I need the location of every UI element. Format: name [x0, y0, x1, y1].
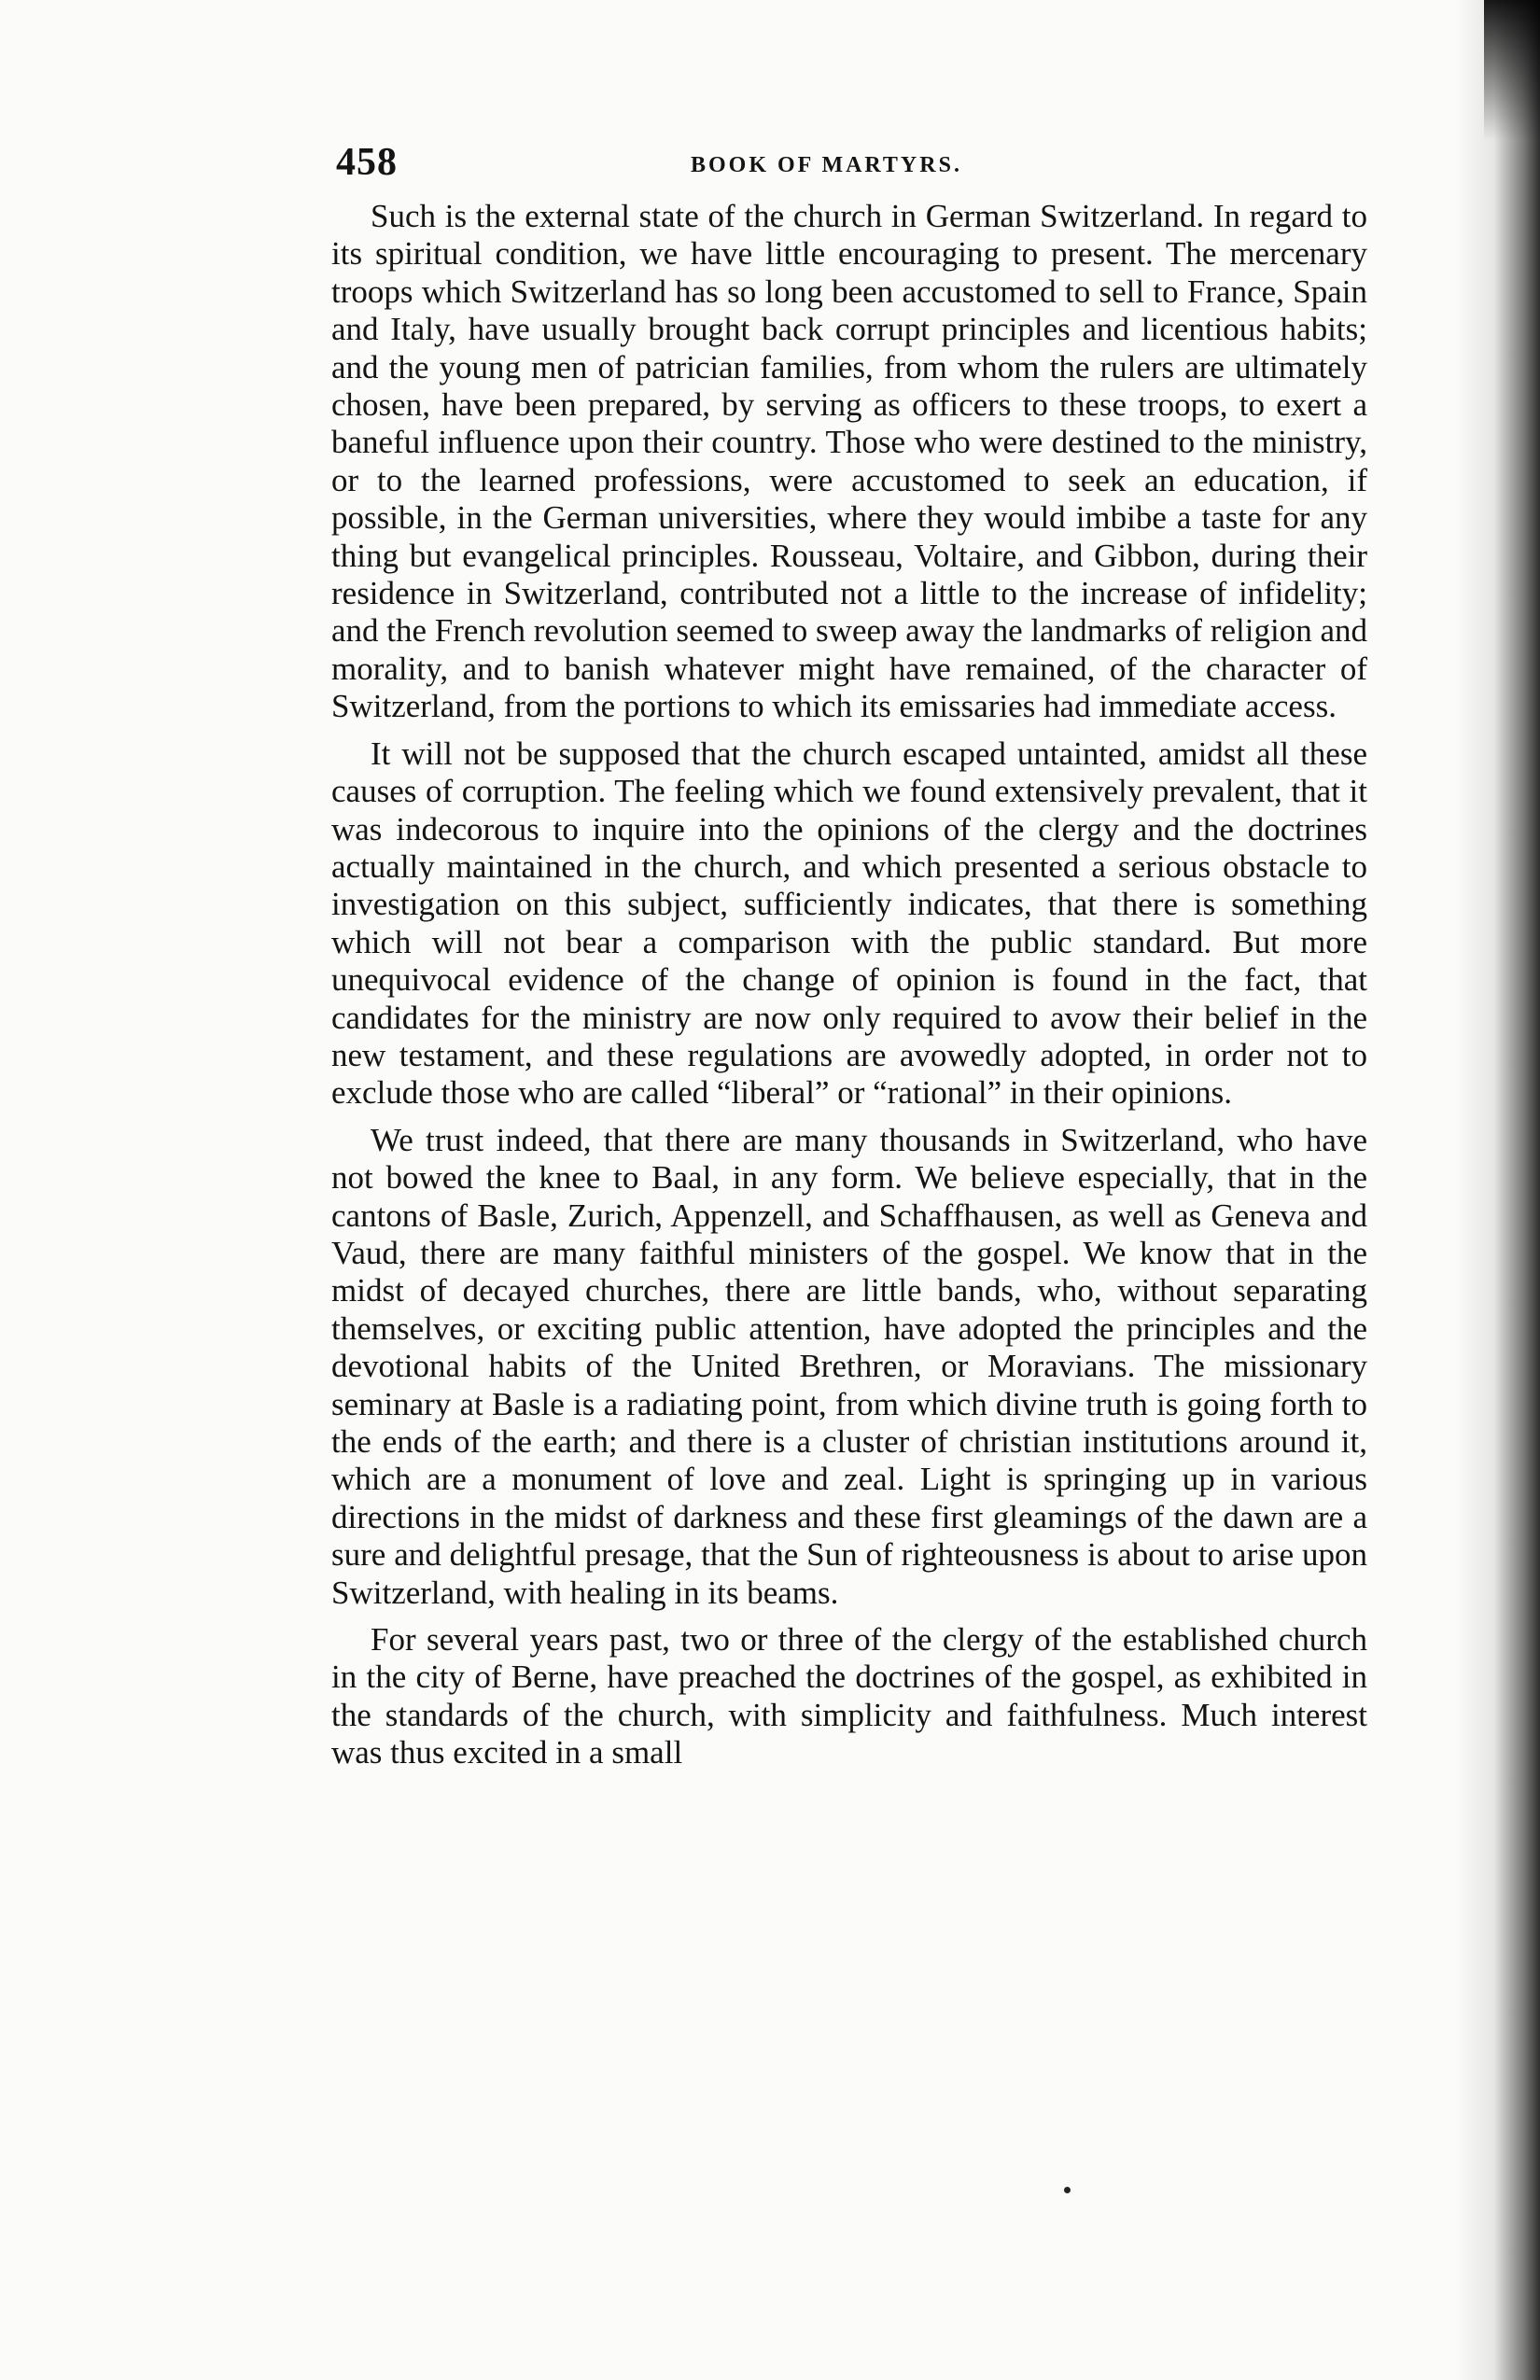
page-header: [336, 140, 1363, 196]
body-text: [331, 198, 1367, 1782]
page-edge-shadow-top: [1484, 0, 1540, 140]
page-number: 458: [336, 141, 398, 184]
paragraph-2: It will not be supposed that the church escaped untainted, amidst all these causes of corruption. The feeling which we found extensively prevalent, that it was indecorous to inquire into the opinions of the clergy and the doctrines actually maintained in the church, and which presented a serious obstacle to investigation on this subject, sufficiently indicates, that there is something which will not bear a comparison with the public standard. But more unequivocal evidence of the change of opinion is found in the fact, that candidates for the ministry are now only required to avow their belief in the new testament, and these regulations are avowedly adopted, in order not to exclude those who are called “liberal” or “rational” in their opinions.: [331, 735, 1367, 1112]
running-head: BOOK OF MARTYRS.: [691, 153, 962, 177]
paragraph-3: We trust indeed, that there are many thousands in Switzerland, who have not bowed the knee to Baal, in any form. We believe especially, that in the cantons of Basle, Zurich, Appenzell, and Schaffhausen, as well as Geneva and Vaud, there are many faithful ministers of the gospel. We know that in the midst of decayed churches, there are little bands, who, without separating themselves, or exciting public attention, have adopted the principles and the devotional habits of the United Brethren, or Moravians. The missionary seminary at Basle is a radiating point, from which divine truth is going forth to the ends of the earth; and there is a cluster of christian institutions around it, which are a monument of love and zeal. Light is springing up in various directions in the midst of darkness and these first gleamings of the dawn are a sure and delightful presage, that the Sun of righteousness is about to arise upon Switzerland, with healing in its beams.: [331, 1121, 1367, 1611]
ink-speck: [1064, 2187, 1071, 2193]
paragraph-1: Such is the external state of the church in German Switzerland. In regard to its spiritual condition, we have little encouraging to present. The mercenary troops which Switzerland has so long been accustomed to sell to France, Spain and Italy, have usually brought back corrupt principles and licentious habits; and the young men of patrician families, from whom the rulers are ultimately chosen, have been prepared, by serving as officers to these troops, to exert a baneful influence upon their country. Those who were destined to the ministry, or to the learned professions, were accustomed to seek an education, if possible, in the German universities, where they would imbibe a taste for any thing but evangelical principles. Rousseau, Voltaire, and Gibbon, during their residence in Switzerland, contributed not a little to the increase of infidelity; and the French revolution seemed to sweep away the landmarks of religion and morality, and to banish whatever might have remained, of the character of Switzerland, from the portions to which its emissaries had immediate access.: [331, 198, 1367, 725]
page-edge-shadow: [1456, 0, 1540, 2380]
paragraph-4: For several years past, two or three of the clergy of the established church in the city of Berne, have preached the doctrines of the gospel, as exhibited in the standards of the church, with simplicity and faithfulness. Much interest was thus excited in a small: [331, 1621, 1367, 1771]
